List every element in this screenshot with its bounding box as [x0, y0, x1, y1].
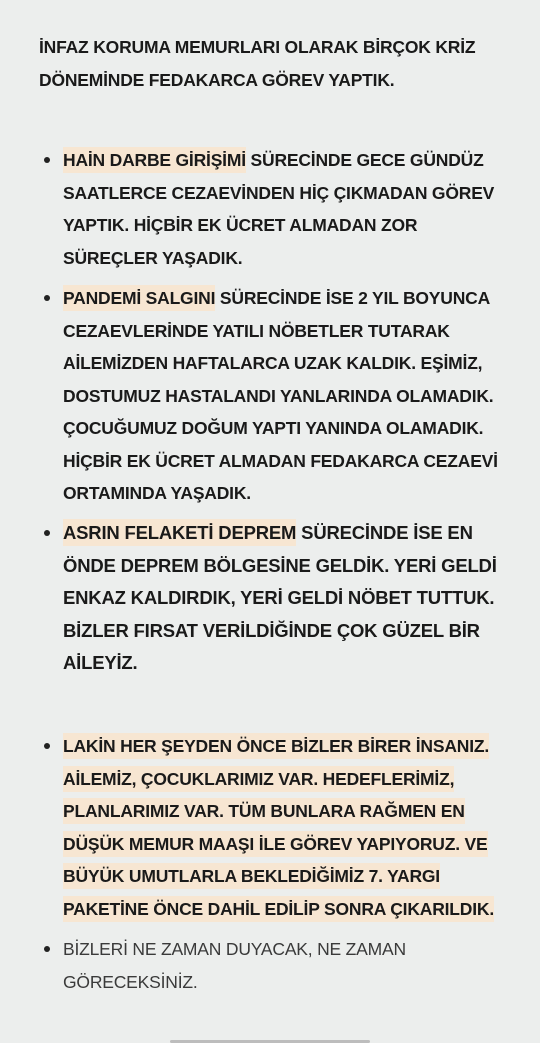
list-item-coup — [63, 144, 503, 274]
intro-paragraph: İNFAZ KORUMA MEMURLARI OLARAK BİRÇOK KRİZ DÖNEMİNDE FEDAKARCA GÖREV YAPTIK. — [39, 37, 476, 90]
list-item-question — [63, 933, 503, 998]
bullet-dot — [44, 295, 50, 301]
item-text: SÜRECİNDE GECE GÜNDÜZ SAATLERCE CEZAEVİNDEN HİÇ ÇIKMADAN GÖREV YAPTIK. HİÇBİR EK ÜCRET ALMADAN ZOR SÜREÇLER YAŞADIK. — [63, 150, 495, 268]
list-item-humanity — [63, 730, 503, 925]
list-item-earthquake — [63, 517, 503, 680]
item-text: BİZLERİ NE ZAMAN DUYACAK, NE ZAMAN GÖRECEKSİNİZ. — [63, 939, 406, 992]
list-item-pandemic — [63, 282, 503, 510]
highlighted-phrase: ASRIN FELAKETİ DEPREM — [63, 519, 296, 546]
highlighted-phrase: PANDEMİ SALGINI — [63, 285, 215, 311]
bullet-dot — [44, 530, 50, 536]
bullet-dot — [44, 157, 50, 163]
item-text: SÜRECİNDE İSE EN ÖNDE DEPREM BÖLGESİNE GELDİK. YERİ GELDİ ENKAZ KALDIRDIK, YERİ GELDİ NÖBET TUTTUK. BİZLER FIRSAT VERİLDİĞİNDE ÇOK GÜZEL BİR AİLEYİZ. — [63, 522, 497, 673]
highlighted-phrase: LAKİN HER ŞEYDEN ÖNCE BİZLER BİRER İNSANIZ. AİLEMİZ, ÇOCUKLARIMIZ VAR. HEDEFLERİMİZ, PLANLARIMIZ VAR. TÜM BUNLARA RAĞMEN EN DÜŞÜK MEMUR MAAŞI İLE GÖREV YAPIYORUZ. VE BÜYÜK UMUTLARLA BEKLEDİĞİMİZ 7. YARGI PAKETİNE ÖNCE DAHİL EDİLİP SONRA ÇIKARILDIK. — [63, 733, 494, 922]
bullet-dot — [44, 743, 50, 749]
highlighted-phrase: HAİN DARBE GİRİŞİMİ — [63, 147, 246, 173]
item-text: SÜRECİNDE İSE 2 YIL BOYUNCA CEZAEVLERİNDE YATILI NÖBETLER TUTARAK AİLEMİZDEN HAFTALARCA UZAK KALDIK. EŞİMİZ, DOSTUMUZ HASTALANDI YANLARINDA OLAMADIK. ÇOCUĞUMUZ DOĞUM YAPTI YANINDA OLAMADIK. HİÇBİR EK ÜCRET ALMADAN FEDAKARCA CEZAEVİ ORTAMINDA YAŞADIK. — [63, 288, 498, 503]
bullet-dot — [44, 946, 50, 952]
